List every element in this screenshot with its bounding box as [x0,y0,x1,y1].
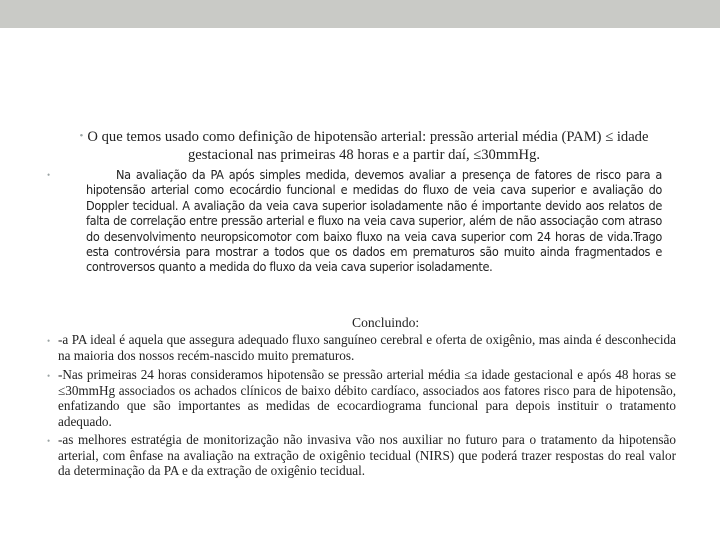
bullet-marker: • [47,371,51,381]
slide-top-bar [0,0,720,28]
definition-text: O que temos usado como definição de hipotensão arterial: pressão arterial média (PAM) ≤ idade gestacional nas primeiras 48 horas e a partir daí, ≤30mmHg. [87,129,649,163]
bullet-marker: • [47,170,51,180]
conclusion-item: -as melhores estratégia de monitorização não invasiva vão nos auxiliar no futuro para o tratamento da hipotensão arterial, com ênfase na avaliação na extração de oxigênio tecidual (NIRS) que poderá trazer respostas do real valor da determinação da PA e da extração de oxigênio tecidual. [58,432,676,479]
bullet-marker: • [47,336,51,346]
bullet-marker: • [47,436,51,446]
conclusion-item: -a PA ideal é aquela que assegura adequado fluxo sanguíneo cerebral e oferta de oxigênio, mas ainda é desconhecida na maioria dos nossos recém-nascido muito prematuros. [58,332,676,363]
evaluation-paragraph [86,167,662,275]
definition-paragraph [64,129,664,164]
evaluation-text: Na avaliação da PA após simples medida, devemos avaliar a presença de fatores de risco para a hipotensão arterial como ecocárdio funcional e medidas do fluxo de veia cava superior e avaliação do Doppler tecidual. A avaliação da veia cava superior isoladamente não é importante devido aos relatos de falta de correlação entre pressão arterial e fluxo na veia cava superior, além de não associação com atraso do desenvolvimento neuropsicomotor com baixo fluxo na veia cava superior com 24 horas de vida.Trago esta controvérsia para mostrar a todos que os dados em prematuros são muito ainda fragmentados e controversos quanto a medida do fluxo da veia cava superior isoladamente. [86,167,662,275]
conclusion-item: -Nas primeiras 24 horas consideramos hipotensão se pressão arterial média ≤a idade gestacional e após 48 horas se ≤30mmHg associados os achados clínicos de baixo débito cardíaco, associados aos fatores risco para de hipotensão, enfatizando que são importantes as medidas de ecocardiograma funcional para depois instituir o tratamento adequado. [58,367,676,429]
conclusion-title: Concluindo: [352,315,420,330]
bullet-marker: • [79,130,84,142]
